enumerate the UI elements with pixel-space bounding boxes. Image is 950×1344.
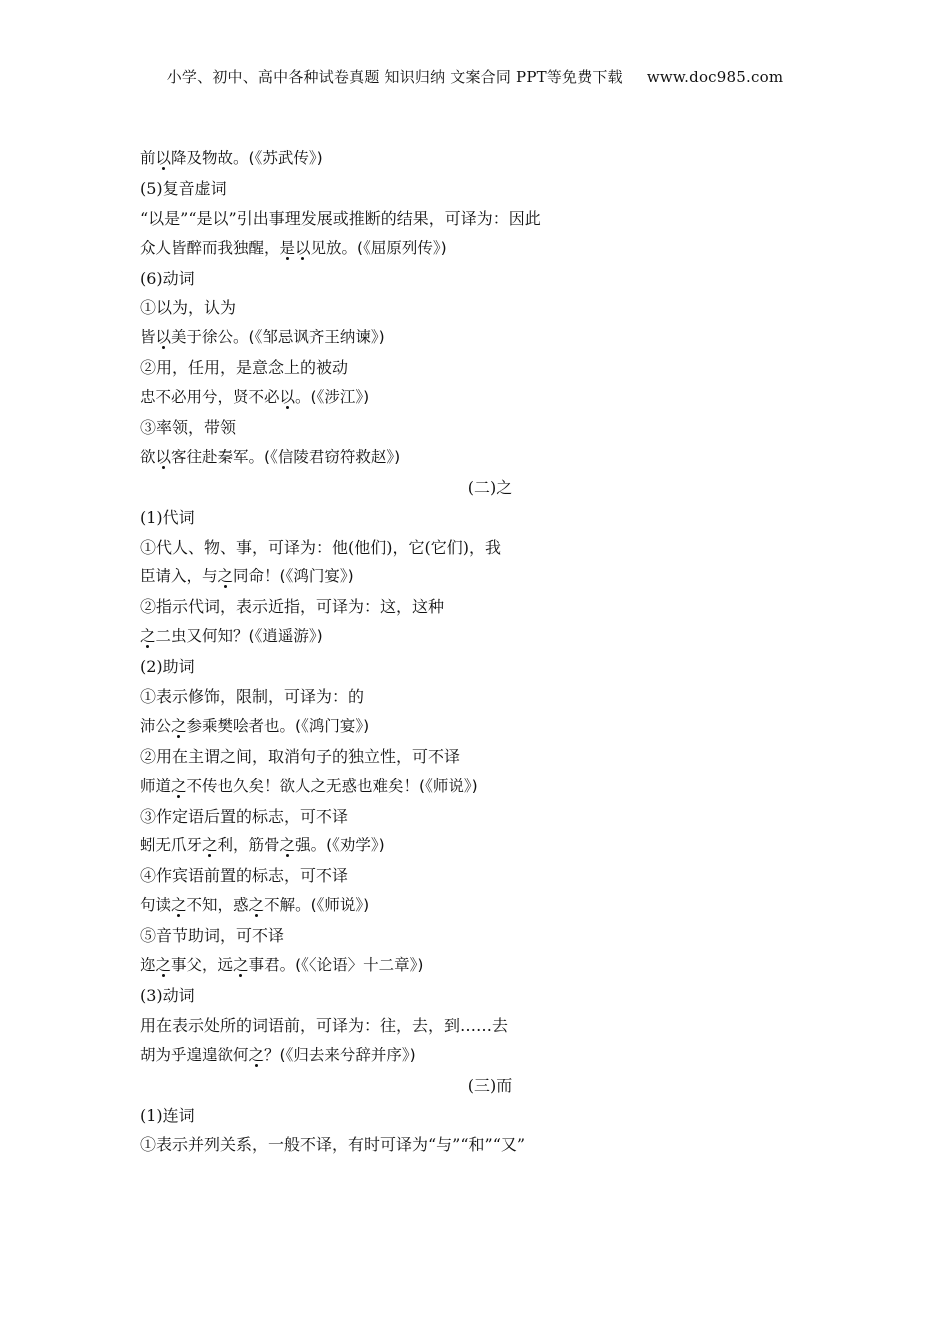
sentence-fragment: 。(《涉江》) [295,388,370,407]
body-text: ①代人、物、事，可译为：他(他们)，它(它们)，我 [140,537,501,557]
emphasized-character: 以 [155,149,172,167]
emphasized-character: 以 [279,388,296,407]
sentence-fragment: 二虫又何知？(《逍遥游》) [155,627,323,646]
emphasized-character: 之 [202,836,218,855]
emphasized-character: 以 [155,328,172,347]
sentence-fragment: 忠不必用兮，贤不必 [140,388,280,407]
section-heading: (三)而 [467,1075,513,1095]
sentence-fragment: 同命！(《鸿门宴》) [233,567,354,586]
body-text: ②指示代词，表示近指，可译为：这，这种 [140,597,445,617]
body-text: (1)代词 [140,507,195,527]
emphasized-character: 之 [140,627,156,646]
example-sentence [140,1041,820,1071]
sentence-fragment: 美于徐公。(《邹忌讽齐王纳谏》) [171,328,385,347]
body-text: ②用在主谓之间，取消句子的独立性，可不译 [140,746,461,766]
sentence-fragment: 臣请入，与 [140,567,218,586]
example-sentence [140,234,820,264]
sentence-fragment: 不传也久矣！欲人之无惑也难矣！(《师说》) [186,776,478,795]
example-sentence [140,622,820,652]
body-text: ④作宾语前置的标志，可不译 [140,866,349,886]
example-sentence [140,323,820,353]
sentence-fragment: 事父，远 [171,956,234,975]
example-sentence [140,831,820,861]
body-text: ①表示修饰，限制，可译为：的 [140,687,365,707]
emphasized-character: 之 [217,567,234,586]
sentence-fragment: 沛公 [140,716,172,735]
body-text: ③作定语后置的标志，可不译 [140,806,349,826]
emphasized-character: 之 [171,716,187,735]
body-text: (5)复音虚词 [140,178,227,198]
header-site-link[interactable]: www.doc985.com [646,68,784,86]
example-sentence [140,891,820,921]
sentence-fragment: 蚓无爪牙 [140,836,203,855]
document-body [140,144,820,1160]
emphasized-character: 之 [233,956,249,975]
emphasized-character: 以 [295,238,311,257]
sentence-fragment: 众人皆醉而我独醒， [140,238,280,257]
sentence-fragment: 迩 [140,956,156,975]
sentence-fragment: 不知，惑 [186,896,249,915]
sentence-fragment: ？(《归去来兮辞并序》) [264,1045,416,1064]
sentence-fragment: 客往赴秦军。(《信陵君窃符救赵》) [171,447,401,466]
body-text: 用在表示处所的词语前，可译为：往，去，到……去 [140,1015,509,1035]
emphasized-character: 之 [248,1045,265,1064]
sentence-fragment: 句读 [140,896,172,915]
body-text: ①以为，认为 [140,298,237,318]
sentence-fragment: 不解。(《师说》) [264,896,370,915]
sentence-fragment: 皆 [140,328,156,347]
emphasized-character: 之 [155,956,172,975]
sentence-fragment: 事君。(《〈论语〉十二章》) [248,956,424,975]
section-heading: (二)之 [467,477,513,497]
emphasized-character: 之 [171,776,187,795]
body-text: ⑤音节助词，可不译 [140,926,285,946]
example-sentence [140,383,820,413]
emphasized-character: 以 [155,447,172,466]
page-header [0,66,950,87]
emphasized-character: 是 [279,238,296,257]
example-sentence [140,772,820,802]
sentence-fragment: 参乘樊哙者也。(《鸿门宴》) [186,716,370,735]
body-text: (2)助词 [140,657,195,677]
sentence-fragment: 见放。(《屈原列传》) [310,238,447,257]
example-sentence [140,562,820,592]
example-sentence [140,144,820,174]
example-sentence [140,443,820,473]
sentence-fragment: 前 [140,149,156,167]
sentence-fragment: 师道 [140,776,172,795]
body-text: (6)动词 [140,268,195,288]
sentence-fragment: 降及物故。(《苏武传》) [171,149,323,167]
body-text: ②用，任用，是意念上的被动 [140,358,349,378]
sentence-fragment: 利，筋骨 [217,836,280,855]
sentence-fragment: 胡为乎遑遑欲何 [140,1045,249,1064]
example-sentence [140,712,820,742]
sentence-fragment: 欲 [140,447,156,466]
body-text: (1)连词 [140,1105,195,1125]
sentence-fragment: 强。(《劝学》) [295,836,385,855]
emphasized-character: 之 [248,896,265,915]
emphasized-character: 之 [171,896,187,915]
body-text: ①表示并列关系，一般不译，有时可译为“与”“和”“又” [140,1135,526,1155]
body-text: ③率领，带领 [140,418,237,438]
example-sentence [140,951,820,981]
emphasized-character: 之 [279,836,296,855]
body-text: “以是”“是以”引出事理发展或推断的结果，可译为：因此 [140,208,541,228]
header-text: 小学、初中、高中各种试卷真题 知识归纳 文案合同 PPT等免费下载 [166,68,623,86]
body-text: (3)动词 [140,985,195,1005]
